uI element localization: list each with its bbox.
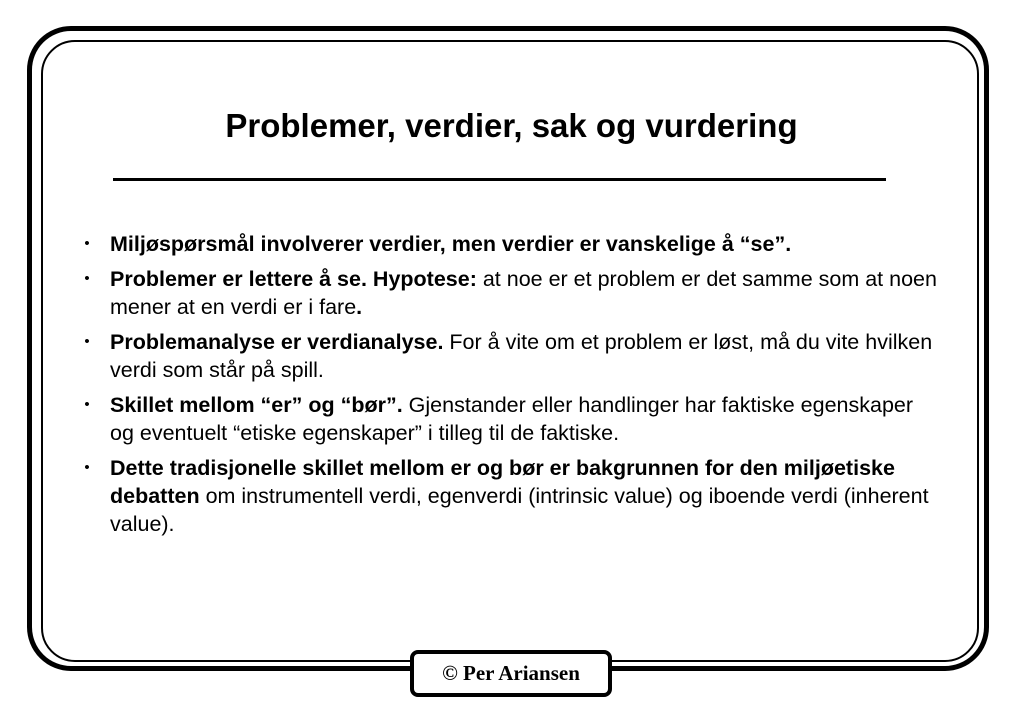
bullet-bold-text: Miljøspørsmål involverer verdier, men verdier er vanskelige å “se”. (110, 232, 792, 256)
bullet-item (80, 265, 940, 321)
bullet-tail-text: . (356, 295, 363, 319)
bullet-bold-text: Skillet mellom “er” og “bør”. (110, 393, 403, 417)
bullet-marker: • (84, 235, 90, 252)
bullet-bold-text: Problemer er lettere å se. Hypotese: (110, 267, 477, 291)
bullet-marker: • (84, 459, 90, 476)
bullet-item (80, 391, 940, 447)
bullet-normal-text: Gjenstander eller handlinger har faktiske egenskaper og eventuelt “etiske egenskaper” i tilleg til de faktiske. (110, 393, 914, 445)
bullet-marker: • (84, 333, 90, 350)
bullet-bold-text: Dette tradisjonelle skillet mellom er og bør er bakgrunnen for den miljøetiske debatten (110, 456, 895, 508)
bullet-marker: • (84, 270, 90, 287)
bullet-item (80, 230, 940, 258)
bullet-bold-text: Problemanalyse er verdianalyse. (110, 330, 444, 354)
title-underline (113, 178, 886, 181)
bullet-list (80, 230, 940, 545)
bullet-item (80, 454, 940, 538)
copyright-badge: © Per Ariansen (410, 650, 612, 697)
bullet-marker: • (84, 396, 90, 413)
bullet-item (80, 328, 940, 384)
bullet-normal-text: For å vite om et problem er løst, må du vite hvilken verdi som står på spill. (110, 330, 933, 382)
bullet-normal-text: om instrumentell verdi, egenverdi (intrinsic value) og iboende verdi (inherent value). (110, 484, 929, 536)
bullet-normal-text: at noe er et problem er det samme som at noen mener at en verdi er i fare (110, 267, 937, 319)
slide-title: Problemer, verdier, sak og vurdering (225, 107, 798, 144)
